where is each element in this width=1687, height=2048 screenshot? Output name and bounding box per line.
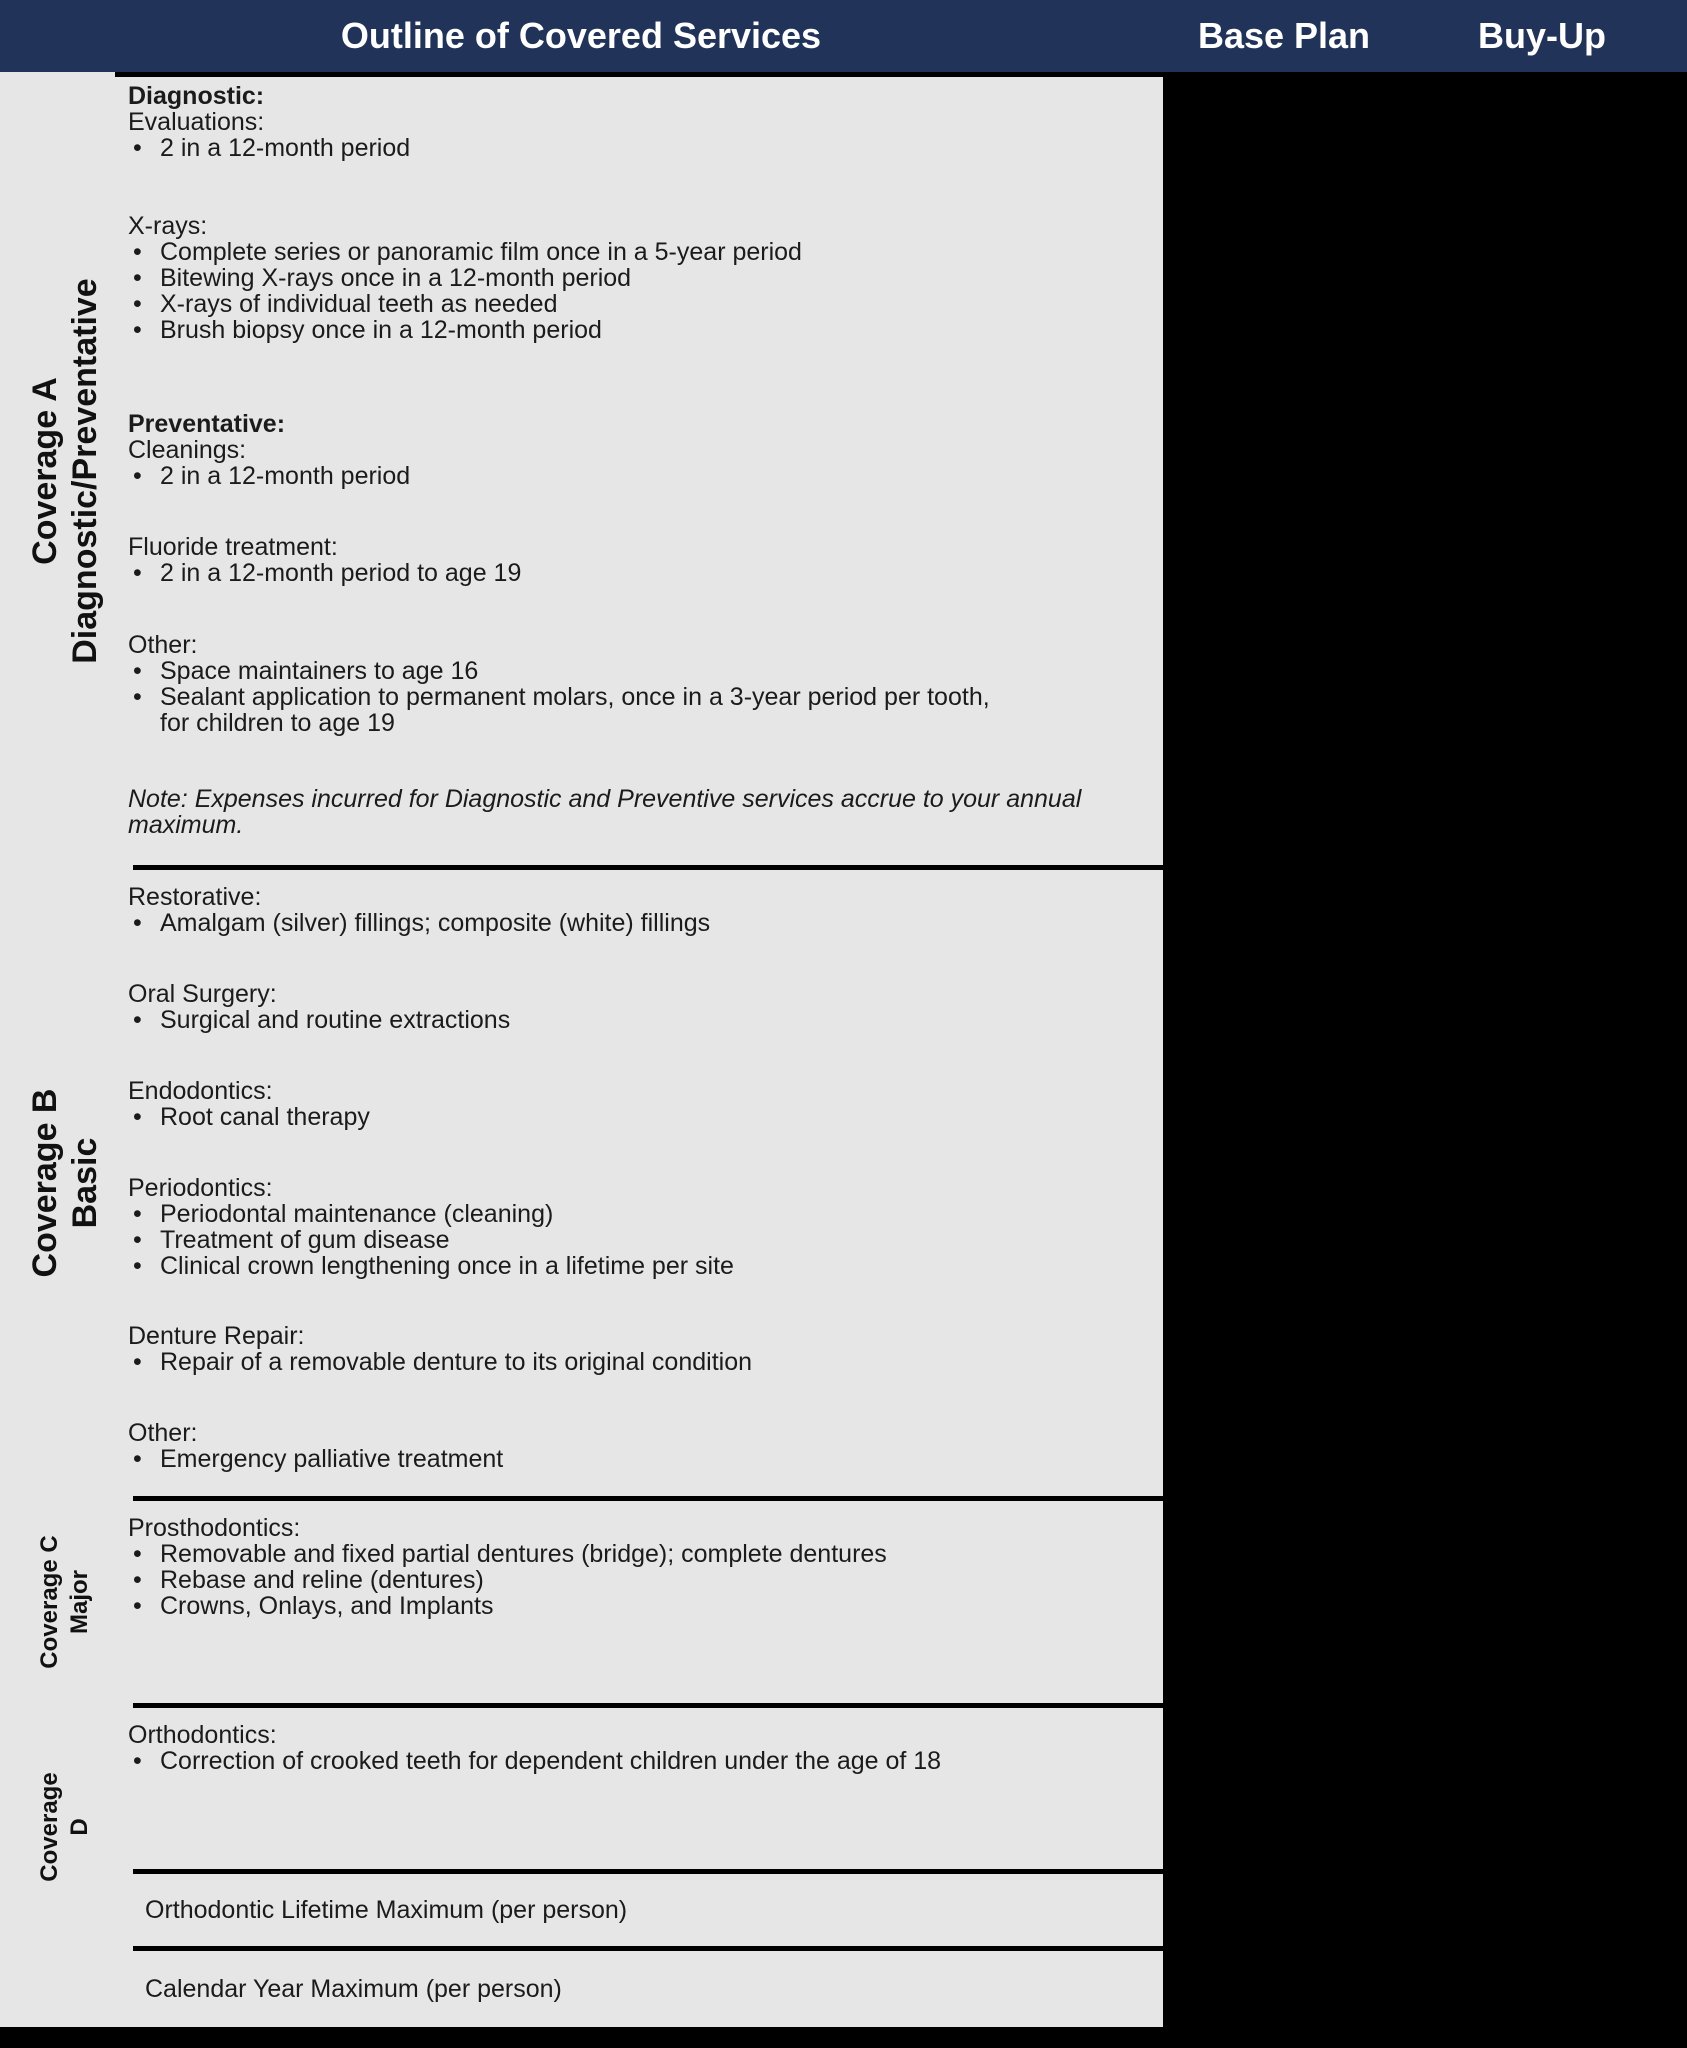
section-label-line: Major [66,1570,93,1635]
section-coverage-b [115,870,1163,1496]
service-item-text: Brush biopsy once in a 12-month period [160,316,602,344]
section-label-line: Basic [66,1137,104,1229]
column-header-buy-up: Buy-Up [1478,15,1606,56]
service-item [128,1201,1163,1227]
service-group [128,1175,1163,1279]
service-item [128,910,1163,936]
bullet-icon: • [133,1566,142,1594]
bullet-icon: • [133,559,142,587]
calendar-year-maximum-row [115,1951,1163,2027]
subcategory-heading: Oral Surgery: [128,980,277,1008]
service-item [128,1349,1163,1375]
service-item-text: Complete series or panoramic film once in a 5-year period [160,238,802,266]
subcategory-heading: Orthodontics: [128,1721,277,1749]
service-item-text: Surgical and routine extractions [160,1006,511,1034]
subcategory-heading: X-rays: [128,212,208,240]
service-group [128,884,1163,936]
bullet-icon: • [133,683,142,711]
service-item [128,658,1163,684]
subcategory-heading: Other: [128,1419,198,1447]
service-item-text: Bitewing X-rays once in a 12-month period [160,264,632,292]
subcategory-heading: Prosthodontics: [128,1514,301,1542]
section-label-coverage-c [35,1501,95,1703]
service-item [128,135,1163,161]
service-item [128,1567,1163,1593]
bullet-icon: • [133,1747,142,1775]
service-item-text: 2 in a 12-month period to age 19 [160,559,522,587]
service-item-text: Treatment of gum disease [160,1226,450,1254]
service-item [128,1593,1163,1619]
service-item-text: Periodontal maintenance (cleaning) [160,1200,554,1228]
summary-row-label: Orthodontic Lifetime Maximum (per person) [145,1895,628,1924]
section-coverage-d [115,1708,1163,1869]
category-heading: Preventative: [128,410,286,438]
service-item [128,1253,1163,1279]
section-note: Note: Expenses incurred for Diagnostic and Preventive services accrue to your annual maximum. [128,785,1082,839]
subcategory-heading: Endodontics: [128,1077,273,1105]
bullet-icon: • [133,316,142,344]
section-label-line: Coverage [36,1772,63,1882]
section-label-line: D [66,1818,93,1836]
bullet-icon: • [133,134,142,162]
section-label-line: Coverage B [26,1088,64,1278]
bullet-icon: • [133,1103,142,1131]
service-group [128,1515,1163,1619]
header-bar [0,0,1687,72]
service-group [128,1722,1163,1774]
bullet-icon: • [133,1200,142,1228]
service-item [128,1007,1163,1033]
section-label-line: Coverage A [26,377,64,565]
service-item-text: Clinical crown lengthening once in a lifetime per site [160,1252,734,1280]
bullet-icon: • [133,264,142,292]
service-item-text: Space maintainers to age 16 [160,657,479,685]
subcategory-heading: Periodontics: [128,1174,273,1202]
service-item-text: X-rays of individual teeth as needed [160,290,558,318]
service-group [128,1323,1163,1375]
service-item [128,463,1163,489]
service-item [128,1541,1163,1567]
bullet-icon: • [133,462,142,490]
bullet-icon: • [133,1006,142,1034]
orthodontic-lifetime-maximum-row [115,1874,1163,1946]
bullet-icon: • [133,1348,142,1376]
bottom-bar [0,2027,1687,2048]
service-item-text: Removable and fixed partial dentures (bridge); complete dentures [160,1540,887,1568]
service-item-text: Correction of crooked teeth for dependent children under the age of 18 [160,1747,942,1775]
service-group [128,632,1163,736]
service-item [128,684,1163,710]
service-item-text: Crowns, Onlays, and Implants [160,1592,494,1620]
bullet-icon: • [133,290,142,318]
subcategory-heading: Fluoride treatment: [128,533,338,561]
bullet-icon: • [133,1445,142,1473]
service-item-text: Emergency palliative treatment [160,1445,504,1473]
service-group [128,83,1163,161]
section-label-line: Coverage C [36,1535,63,1669]
bullet-icon: • [133,657,142,685]
section-coverage-a [115,77,1163,865]
service-group [128,534,1163,586]
service-group [128,213,1163,343]
service-item [128,265,1163,291]
section-label-coverage-d [35,1708,95,1946]
section-coverage-c [115,1501,1163,1703]
section-label-coverage-a [25,77,105,865]
service-item [128,317,1163,343]
service-item-text: Rebase and reline (dentures) [160,1566,484,1594]
subcategory-heading: Denture Repair: [128,1322,305,1350]
bullet-icon: • [133,1226,142,1254]
service-item-text: Root canal therapy [160,1103,370,1131]
bullet-icon: • [133,238,142,266]
subcategory-heading: Evaluations: [128,108,265,136]
service-item [128,1446,1163,1472]
bullet-icon: • [133,1540,142,1568]
service-item-text: Amalgam (silver) fillings; composite (white) fillings [160,909,711,937]
column-header-base-plan: Base Plan [1197,15,1371,56]
subcategory-heading: Restorative: [128,883,262,911]
service-group [128,1420,1163,1472]
service-item [128,239,1163,265]
redacted-values-panel [1163,72,1687,2048]
service-item-continuation: for children to age 19 [160,709,395,737]
service-group [128,981,1163,1033]
section-label-coverage-b [25,870,105,1496]
service-item-text: 2 in a 12-month period [160,134,411,162]
summary-row-label: Calendar Year Maximum (per person) [145,1974,562,2003]
service-item [128,1104,1163,1130]
subcategory-heading: Cleanings: [128,436,247,464]
service-item-text: Sealant application to permanent molars, once in a 3-year period per tooth, [160,683,990,711]
section-label-line: Diagnostic/Preventative [66,278,104,664]
service-item [128,560,1163,586]
service-group [128,1078,1163,1130]
bullet-icon: • [133,909,142,937]
service-item [128,1748,1163,1774]
bullet-icon: • [133,1252,142,1280]
category-heading: Diagnostic: [128,82,265,110]
service-item-text: 2 in a 12-month period [160,462,411,490]
service-item-text: Repair of a removable denture to its original condition [160,1348,753,1376]
subcategory-heading: Other: [128,631,198,659]
bullet-icon: • [133,1592,142,1620]
service-item [128,291,1163,317]
service-item [128,1227,1163,1253]
page-title: Outline of Covered Services [340,15,822,56]
service-group [128,411,1163,489]
